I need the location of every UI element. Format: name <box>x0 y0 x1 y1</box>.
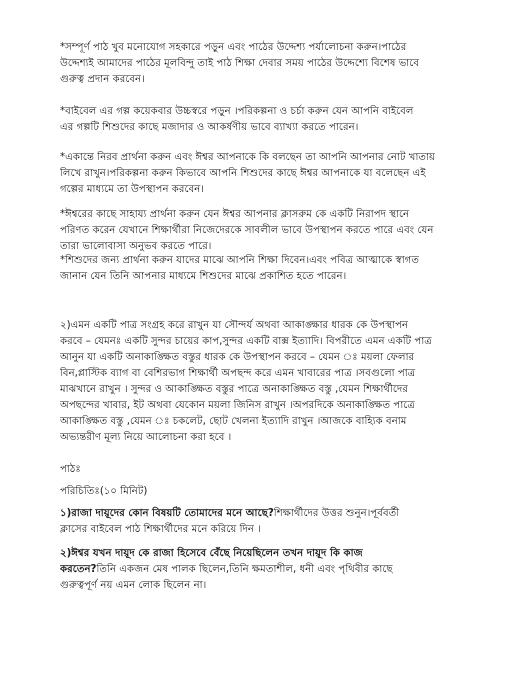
question-2-text-end: করতেন? <box>60 564 97 575</box>
text-line: জানান যেন তিনি আপনার মাধ্যমে শিশুদের মাঝে প্রকাশিত হতে পারেন। <box>60 271 347 282</box>
question-2-answer: তিনি একজন মেষ পালক ছিলেন,তিনি ক্ষমতাশীল, ধনী এবং পৃথিবীর কাছে <box>96 564 393 575</box>
text-line: *ঈশ্বরের কাছে সাহায্য প্রার্থনা করুন যেন ঈশ্বর আপনার ক্লাসরুম কে একটি নিরাপদ স্থানে <box>60 209 410 220</box>
text-line: এর গল্পটি শিশুদের কাছে মজাদার ও আকর্ষণীয় ভাবে ব্যাখ্যা করতে পারেন। <box>60 122 359 133</box>
text-line: অভ্যন্তরীণ মূল্য নিয়ে আলোচনা করা হবে । <box>60 432 232 443</box>
question-1-line-1 <box>60 506 492 522</box>
text-line: উদ্দেশ্যই আমাদের পাঠের মূলবিন্দু তাই পাঠ শিক্ষা দেবার সময় পাঠের উদ্দেশ্যে বিশেষ ভাবে <box>60 58 420 69</box>
question-2-text: ২)ঈশ্বর যখন দায়ূদ কে রাজা হিসেবে বেঁছে নিয়েছিলেন তখন দায়ূদ কি কাজ <box>60 548 363 559</box>
instruction-paragraph-5 <box>60 253 492 285</box>
question-2-line-2 <box>60 562 492 578</box>
text-line: *শিশুদের জন্য প্রার্থনা করুন যাদের মাঝে আপনি শিক্ষা দিবেন।এবং পবিত্র আত্মাকে স্বাগত <box>60 255 419 266</box>
text-line: বিন,প্লাস্টিক ব্যাগ বা বেশিরভাগ শিক্ষার্থী অপছন্দ করে এমন খাবারের পাত্র ।সবগুলো পাত্র <box>60 368 416 379</box>
text-line: মাঝখানে রাখুন । সুন্দর ও আকাঙ্ক্ষিত বস্তুর পাত্রে অনাকাঙ্ক্ষিত বস্তু ,যেমন শিক্ষার্থীদের <box>60 384 408 395</box>
instruction-paragraph-1 <box>60 40 492 88</box>
text-line: গুরুত্বপূর্ণ নয় এমন লোক ছিলেন না। <box>60 580 207 591</box>
text-line: আকাঙ্ক্ষিত বস্তু ,যেমন ঃ চকলেট, ছোট খেলনা ইত্যাদি রাখুন ।আজকে বাহ্যিক বনাম <box>60 416 407 427</box>
intro-heading <box>60 484 492 500</box>
instruction-paragraph-3 <box>60 150 492 198</box>
text-line: ২)এমন একটি পাত্র সংগ্রহ করে রাখুন যা সৌন্দর্য অথবা আকাঙ্ক্ষার ধারক কে উপস্থাপন <box>60 320 409 331</box>
text-line: অপছন্দের খাবার, ইট অথবা যেকোন ময়লা জিনিস রাখুন ।অপরদিকে অনাকাঙ্ক্ষিত পাত্রে <box>60 400 415 411</box>
text-line: গুরুত্ব প্রদান করবেন। <box>60 74 145 85</box>
instruction-paragraph-4 <box>60 207 492 255</box>
question-1-instruction: শিক্ষার্থীদের উত্তর শুনুন।পূর্ববর্তী <box>273 508 400 519</box>
text-line: *একান্তে নিরব প্রার্থনা করুন এবং ঈশ্বর আপনাকে কি বলছেন তা আপনি আপনার নোট খাতায় <box>60 152 435 163</box>
text-line: গল্পের মাধ্যমে তা উপস্থাপন করবেন। <box>60 184 204 195</box>
lesson-heading-text: পাঠঃ <box>60 464 81 475</box>
text-line: পরিণত করেন যেখানে শিক্ষার্থীরা নিজেদেরকে সাবলীল ভাবে উপস্থাপন করতে পারে এবং যেন <box>60 225 434 236</box>
question-1 <box>60 506 492 538</box>
text-line: আনুন যা একটি অনাকাঙ্ক্ষিত বস্তুর ধারক কে উপস্থাপন করবে – যেমন ঃ ময়লা ফেলার <box>60 352 415 363</box>
question-2 <box>60 546 492 594</box>
text-line: লিখে রাখুন।পরিকল্পনা করুন কিভাবে আপনি শিশুদের কাছে ঈশ্বর আপনাকে যা বলেছেন এই <box>60 168 426 179</box>
text-line: তারা ভালোবাসা অনুভব করতে পারে। <box>60 241 212 252</box>
question-1-text: ১)রাজা দায়ূদের কোন বিষয়টি তোমাদের মনে আছে? <box>60 508 274 519</box>
text-line: করবে – যেমনঃ একটি সুন্দর চায়ের কাপ,সুন্দর একটি বাক্স ইত্যাদি। বিপরীতে এমন একটি পাত্র <box>60 336 432 347</box>
text-line: *বাইবেল এর গল্প কয়েকবার উচ্চস্বরে পড়ুন ।পরিকল্পনা ও চর্চা করুন যেন আপনি বাইবেল <box>60 106 414 117</box>
text-line: *সম্পূর্ণ পাঠ খুব মনোযোগ সহকারে পড়ুন এবং পাঠের উদ্দেশ্য পর্যালোচনা করুন।পাঠের <box>60 42 407 53</box>
text-line: ক্লাসের বাইবেল পাঠ শিক্ষার্থীদের মনে করিয়ে দিন । <box>60 524 261 535</box>
lesson-heading <box>60 462 492 478</box>
intro-heading-text: পরিচিতিঃ(১০ মিনিট) <box>60 486 148 497</box>
instruction-paragraph-2 <box>60 104 492 136</box>
activity-paragraph <box>60 318 492 446</box>
